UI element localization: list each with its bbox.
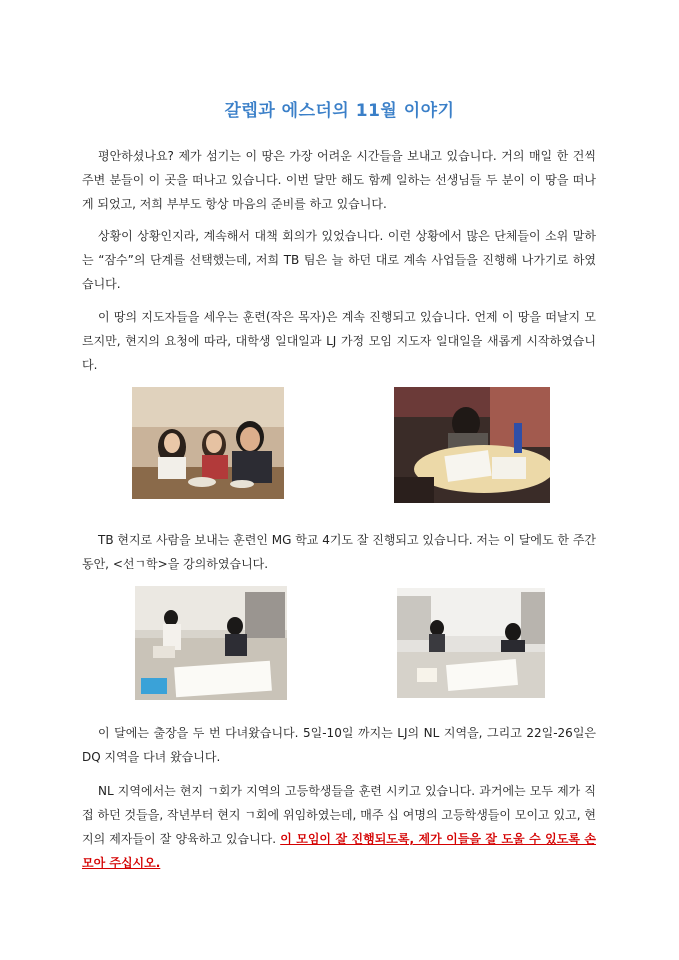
- page-title: 갈렙과 에스더의 11월 이야기: [224, 101, 455, 121]
- paragraph-5: 이 달에는 출장을 두 번 다녀왔습니다. 5일-10일 까지는 LJ의 NL 지역을, 그리고 22일-26일은 DQ 지역을 다녀 왔습니다.: [82, 726, 596, 764]
- photo-classroom-1: [135, 586, 287, 700]
- paragraph-3: 이 땅의 지도자들을 세우는 훈련(작은 목자)은 계속 진행되고 있습니다. 언제 이 땅을 떠날지 모르지만, 현지의 요청에 따라, 대학생 일대일과 LJ 가정 모임 지도자 일대일을 새롭게 시작하였습니다.: [82, 310, 596, 372]
- paragraph-6: [82, 779, 596, 875]
- photo-classroom-2: [397, 588, 545, 698]
- photo-study-table: [394, 387, 550, 503]
- paragraph-6-text: NL 지역에서는 현지 ㄱ회가 지역의 고등학생들을 훈련 시키고 있습니다. 과거에는 모두 제가 직접 하던 것들을, 작년부터 현지 ㄱ회에 위임하였는데, 매주 십 여명의 고등학생들이 모이고 있고, 현지의 제자들이 잘 양육하고 있습니다.: [82, 784, 596, 846]
- prayer-request-emphasis: 이 모임이 잘 진행되도록, 제가 이들을 잘 도울 수 있도록 손 모아 주십시오.: [82, 832, 596, 870]
- paragraph-2: 상황이 상황인지라, 계속해서 대책 회의가 있었습니다. 이런 상황에서 많은 단체들이 소위 말하는 “잠수”의 단계를 선택했는데, 저희 TB 팀은 늘 하던 대로 계속 사업들을 진행해 나가기로 하였습니다.: [82, 229, 596, 291]
- paragraph-4: TB 현지로 사람을 보내는 훈련인 MG 학교 4기도 잘 진행되고 있습니다. 저는 이 달에도 한 주간 동안, <선ㄱ학>을 강의하였습니다.: [82, 533, 597, 571]
- photo-group-dinner: [132, 387, 284, 499]
- paragraph-1: 평안하셨나요? 제가 섬기는 이 땅은 가장 어려운 시간들을 보내고 있습니다. 거의 매일 한 건씩 주변 분들이 이 곳을 떠나고 있습니다. 이번 달만 해도 함께 일하는 선생님들 두 분이 이 땅을 떠나게 되었고, 저희 부부도 항상 마음의 준비를 하고 있습니다.: [82, 149, 596, 211]
